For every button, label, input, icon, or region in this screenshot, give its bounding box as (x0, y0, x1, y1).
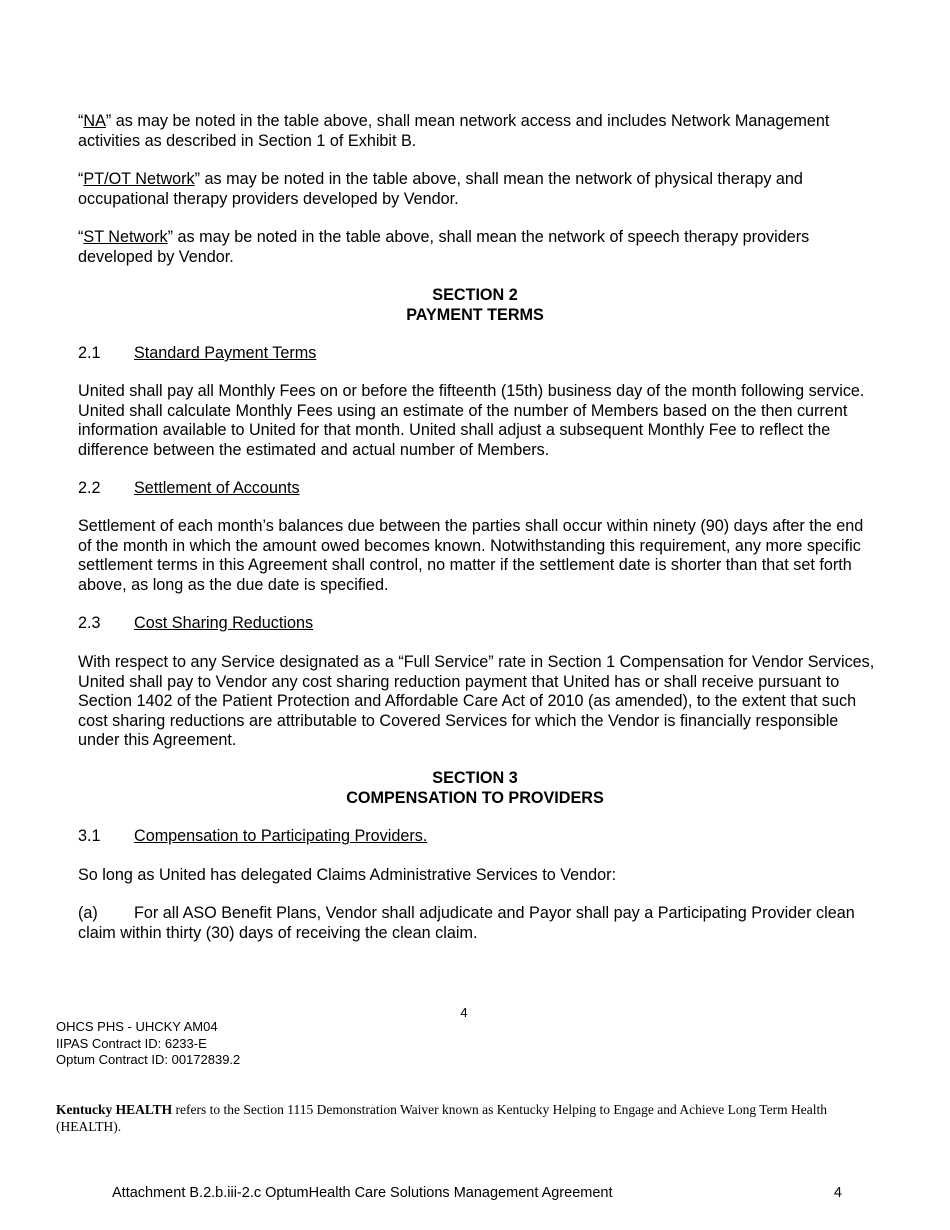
item-text: For all ASO Benefit Plans, Vendor shall adjudicate and Payor shall pay a Participating Provider clean claim within thirty (30) days of receiving the clean claim. (78, 904, 855, 942)
definition-text: as may be noted in the table above, shall mean the network of physical therapy and occupational therapy providers developed by Vendor. (78, 170, 803, 208)
section-2-heading (0, 286, 950, 325)
contract-info-line: Optum Contract ID: 00172839.2 (56, 1052, 241, 1067)
definition-st-network: “ST Network” as may be noted in the table above, shall mean the network of speech therapy providers developed by Vendor. (78, 228, 810, 266)
subsection-2-3-body: With respect to any Service designated as a “Full Service” rate in Section 1 Compensation for Vendor Services, United shall pay to Vendor any cost sharing reduction payment that United has or shall receive pursuant to Section 1402 of the Patient Protection and Affordable Care Act of 2010 (as amended), to the extent that such cost sharing reductions are attributable to Covered Services for which the Vendor is financially responsible under this Agreement. (78, 653, 875, 749)
footer-title: Attachment B.2.b.iii-2.c OptumHealth Care Solutions Management Agreement (112, 1185, 613, 1201)
subsection-title: Standard Payment Terms (134, 344, 317, 362)
footer-page-number: 4 (833, 1185, 842, 1201)
subsection-title: Settlement of Accounts (134, 479, 300, 497)
contract-info (56, 1019, 240, 1069)
definition-term: PT/OT Network (83, 170, 195, 188)
contract-info-line: IIPAS Contract ID: 6233-E (56, 1035, 207, 1051)
subsection-2-3-heading (78, 614, 878, 634)
note-bold: Kentucky HEALTH (56, 1102, 173, 1117)
subsection-2-2-heading (78, 479, 878, 499)
subsection-number: 2.3 (78, 614, 101, 632)
definition-text: as may be noted in the table above, shall mean the network of speech therapy providers developed by Vendor. (78, 228, 810, 266)
section-3-title: COMPENSATION TO PROVIDERS (346, 788, 604, 807)
subsection-2-1-heading (78, 344, 878, 364)
contract-info-line: OHCS PHS - UHCKY AM04 (56, 1019, 218, 1034)
subsection-number: 2.2 (78, 479, 101, 497)
subsection-title: Compensation to Participating Providers. (134, 827, 428, 845)
note-text: refers to the Section 1115 Demonstration Waiver known as Kentucky Helping to Engage and Achieve Long Term Health (HEALTH). (56, 1102, 827, 1134)
kentucky-health-note (56, 1102, 876, 1135)
item-label: (a) (78, 904, 98, 922)
definition-pt-ot-network: “PT/OT Network” as may be noted in the table above, shall mean the network of physical therapy and occupational therapy providers developed by Vendor. (78, 170, 803, 208)
section-3-heading (0, 769, 950, 808)
definition-term: ST Network (83, 228, 168, 246)
definition-term: NA (83, 112, 106, 130)
subsection-title: Cost Sharing Reductions (134, 614, 314, 632)
subsection-3-1-heading (78, 827, 878, 847)
page-footer (112, 1184, 842, 1202)
subsection-2-2-body: Settlement of each month’s balances due between the parties shall occur within ninety (90) days after the end of the month in which the amount owed becomes known. Notwithstanding this requirement, any more specific settlement terms in this Agreement shall control, no matter if the settlement date is shorter than that set forth above, as long as the due date is specified. (78, 517, 864, 594)
subsection-2-1-body: United shall pay all Monthly Fees on or before the fifteenth (15th) business day of the month following service. United shall calculate Monthly Fees using an estimate of the number of Members based on the then current information available to United for that month. United shall adjust a subsequent Monthly Fee to reflect the difference between the estimated and actual number of Members. (78, 382, 865, 459)
section-2-number: SECTION 2 (432, 286, 518, 304)
section-3-number: SECTION 3 (432, 769, 518, 787)
definition-na: “NA” as may be noted in the table above, shall mean network access and includes Network Management activities as described in Section 1 of Exhibit B. (78, 112, 830, 150)
section-2-title: PAYMENT TERMS (406, 305, 544, 324)
subsection-number: 2.1 (78, 344, 101, 362)
subsection-number: 3.1 (78, 827, 101, 845)
subsection-3-1-intro: So long as United has delegated Claims Administrative Services to Vendor: (78, 866, 617, 884)
definition-text: as may be noted in the table above, shall mean network access and includes Network Management activities as described in Section 1 of Exhibit B. (78, 112, 830, 150)
subsection-3-1-item-a (78, 904, 878, 943)
page-number: 4 (460, 1005, 468, 1020)
